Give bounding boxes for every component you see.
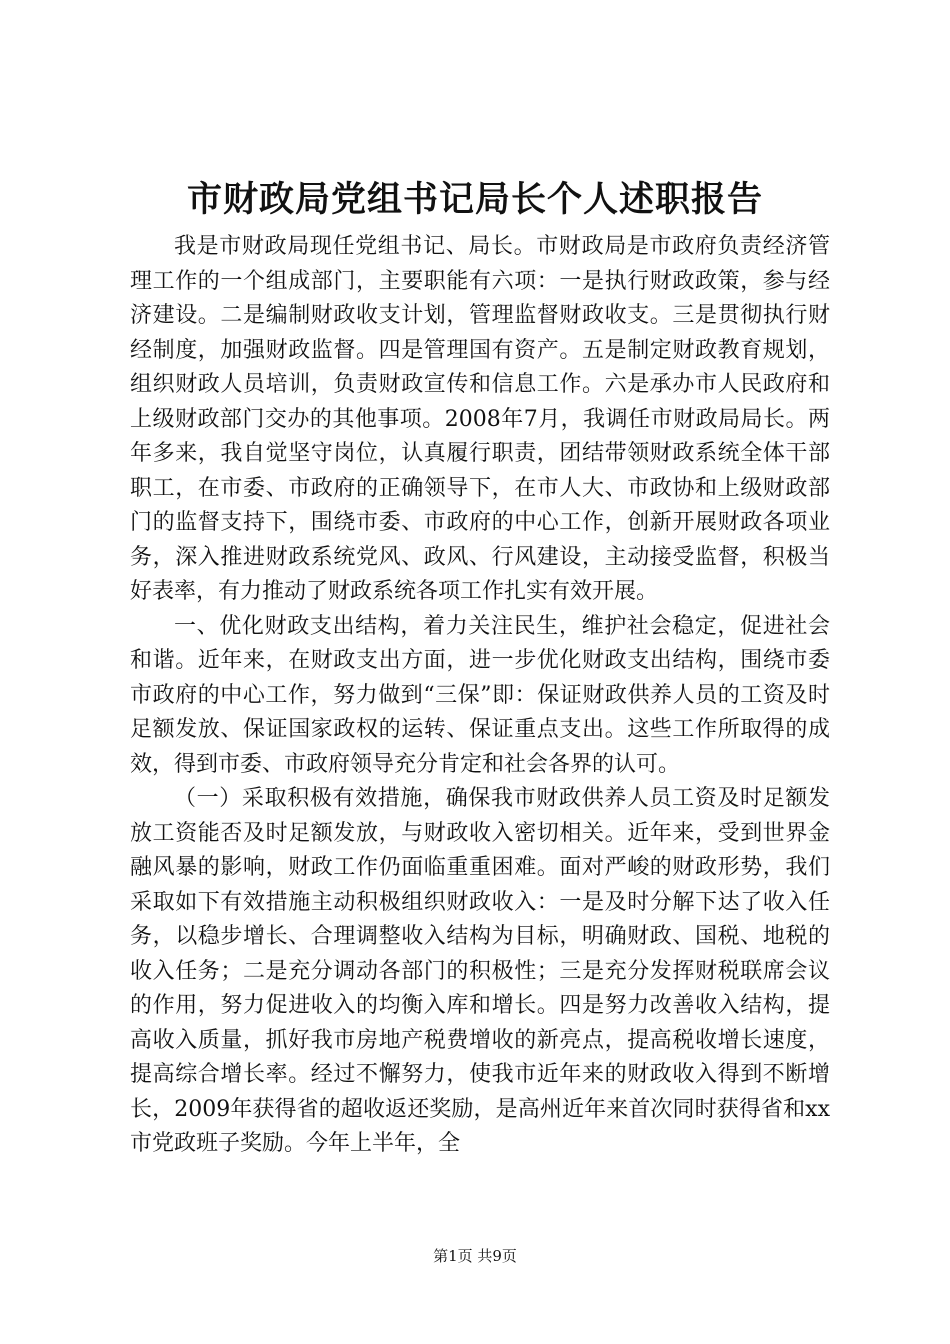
paragraph-subsection-one: （一）采取积极有效措施，确保我市财政供养人员工资及时足额发放工资能否及时足额发放，与财政收入密切相关。近年来，受到世界金融风暴的影响，财政工作仍面临重重困难。面对严峻的财政形势，我们采取如下有效措施主动积极组织财政收入：一是及时分解下达了收入任务，以稳步增长、合理调整收入结构为目标，明确财政、国税、地税的收入任务；二是充分调动各部门的积极性；三是充分发挥财税联席会议的作用，努力促进收入的均衡入库和增长。四是努力改善收入结构，提高收入质量，抓好我市房地产税费增收的新亮点，提高税收增长速度，提高综合增长率。经过不懈努力，使我市近年来的财政收入得到不断增长，2009年获得省的超收返还奖励，是高州近年来首次同时获得省和xx市党政班子奖励。今年上半年，全 <box>130 786 830 1156</box>
document-title: 市财政局党组书记局长个人述职报告 <box>186 179 763 220</box>
paragraph-intro: 我是市财政局现任党组书记、局长。市财政局是市政府负责经济管理工作的一个组成部门，主要职能有六项：一是执行财政政策，参与经济建设。二是编制财政收支计划，管理监督财政收支。三是贯彻执行财经制度，加强财政监督。四是管理国有资产。五是制定财政教育规划，组织财政人员培训，负责财政宣传和信息工作。六是承办市人民政府和上级财政部门交办的其他事项。2008年7月，我调任市财政局局长。两年多来，我自觉坚守岗位，认真履行职责，团结带领财政系统全体干部职工，在市委、市政府的正确领导下，在市人大、市政协和上级财政部门的监督支持下，围绕市委、市政府的中心工作，创新开展财政各项业务，深入推进财政系统党风、政风、行风建设，主动接受监督，积极当好表率，有力推动了财政系统各项工作扎实有效开展。 <box>130 234 830 604</box>
paragraph-section-one: 一、优化财政支出结构，着力关注民生，维护社会稳定，促进社会和谐。近年来，在财政支出方面，进一步优化财政支出结构，围绕市委市政府的中心工作，努力做到“三保”即：保证财政供养人员的工资及时足额发放、保证国家政权的运转、保证重点支出。这些工作所取得的成效，得到市委、市政府领导充分肯定和社会各界的认可。 <box>130 613 830 777</box>
document-body <box>130 230 830 1162</box>
page-footer: 第1页 共9页 <box>433 1247 517 1265</box>
